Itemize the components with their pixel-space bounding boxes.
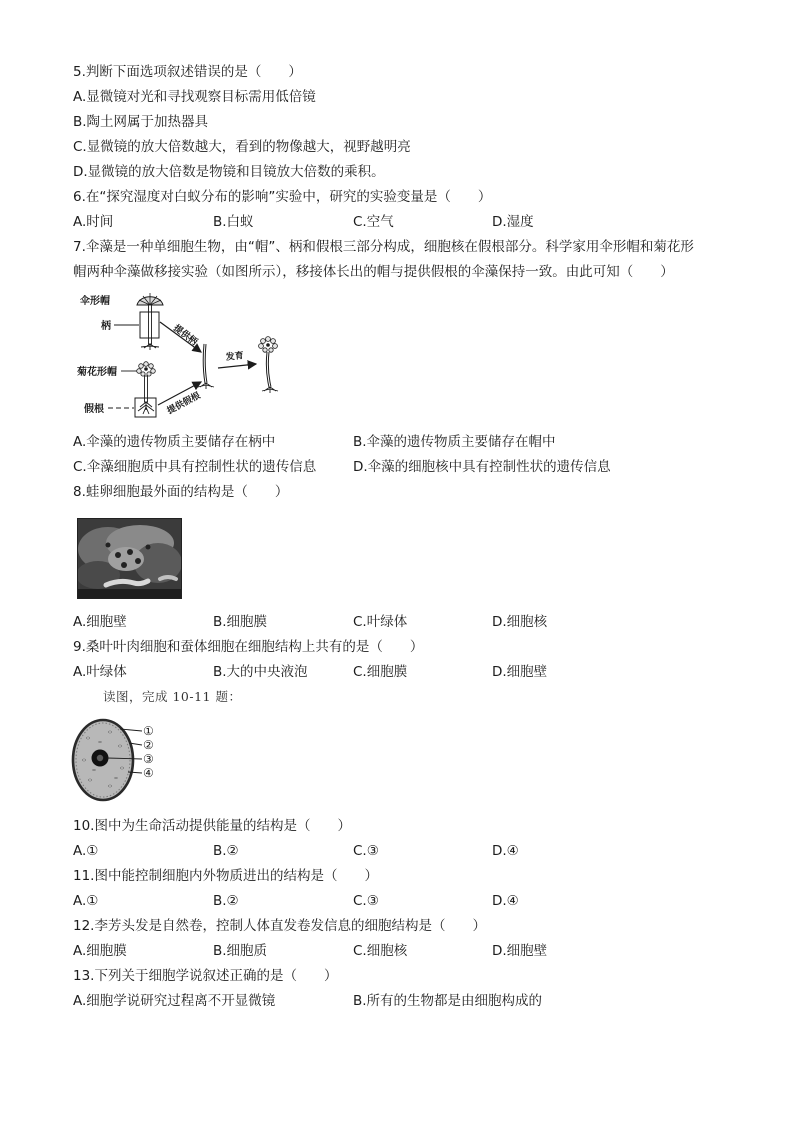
q7-option-a: A.伞藻的遗传物质主要储存在柄中 [73, 434, 276, 450]
q9-option-c: C.细胞膜 [353, 664, 408, 680]
q12-option-d: D.细胞壁 [492, 943, 548, 959]
q13-option-a: A.细胞学说研究过程离不开显微镜 [73, 993, 276, 1009]
q7-option-d: D.伞藻的细胞核中具有控制性状的遗传信息 [353, 459, 611, 475]
label-stalk: 柄 [101, 321, 111, 332]
label-provide-stalk: 提供柄 [171, 323, 199, 348]
q9-stem: 9.桑叶叶肉细胞和蚕体细胞在细胞结构上共有的是（ ） [73, 639, 424, 655]
q6-option-c: C.空气 [353, 214, 394, 230]
q7-option-b: B.伞藻的遗传物质主要储存在帽中 [353, 434, 556, 450]
q13-option-b: B.所有的生物都是由细胞构成的 [353, 993, 543, 1009]
q9-option-d: D.细胞壁 [492, 664, 548, 680]
q11-option-d: D.④ [492, 893, 519, 909]
q10-option-a: A.① [73, 843, 99, 859]
q8-option-a: A.细胞壁 [73, 614, 127, 630]
q8-option-d: D.细胞核 [492, 614, 548, 630]
label-rhizoid: 假根 [84, 404, 104, 415]
develop-arrow [218, 364, 256, 368]
q10-option-d: D.④ [492, 843, 519, 859]
q11-option-c: C.③ [353, 893, 379, 909]
q8-stem: 8.蛙卵细胞最外面的结构是（ ） [73, 484, 289, 500]
label-chrysanthemum-cap: 菊花形帽 [77, 367, 117, 378]
q6-option-a: A.时间 [73, 214, 114, 230]
frog-egg-photo [77, 518, 182, 599]
animal-cell-diagram [70, 716, 170, 806]
q10-option-c: C.③ [353, 843, 379, 859]
q7-stem-line-1: 7.伞藻是一种单细胞生物，由“帽”、柄和假根三部分构成，细胞核在假根部分。科学家用伞形帽和菊花形 [73, 239, 694, 255]
label-provide-rhizoid: 提供假根 [165, 390, 203, 417]
q7-stem-line-2: 帽两种伞藻做移接实验（如图所示），移接体长出的帽与提供假根的伞藻保持一致。由此可知（ ） [73, 264, 674, 280]
q6-option-b: B.白蚁 [213, 214, 254, 230]
q6-stem: 6.在“探究湿度对白蚁分布的影响”实验中，研究的实验变量是（ ） [73, 189, 492, 205]
q12-option-a: A.细胞膜 [73, 943, 127, 959]
frog-egg-photo-graphic [78, 519, 181, 598]
q7-option-c: C.伞藻细胞质中具有控制性状的遗传信息 [73, 459, 317, 475]
cell-label-1: ① [143, 724, 154, 738]
q5-stem: 5.判断下面选项叙述错误的是（ ） [73, 64, 302, 80]
q9-option-a: A.叶绿体 [73, 664, 127, 680]
acetabularia-grafting-diagram [73, 288, 295, 424]
label-develop: 发育 [225, 351, 245, 363]
chrysanthemum-cap-alga [135, 362, 156, 417]
q12-option-b: B.细胞质 [213, 943, 268, 959]
q11-option-a: A.① [73, 893, 99, 909]
cell-label-2: ② [143, 738, 154, 752]
q5-option-d: D.显微镜的放大倍数是物镜和目镜放大倍数的乘积。 [73, 164, 385, 180]
q11-stem: 11.图中能控制细胞内外物质进出的结构是（ ） [73, 868, 378, 884]
reading-prompt: 读图，完成 10-11 题： [103, 689, 242, 704]
q12-option-c: C.细胞核 [353, 943, 408, 959]
q8-option-c: C.叶绿体 [353, 614, 408, 630]
q10-option-b: B.② [213, 843, 239, 859]
umbrella-cap-alga [137, 293, 163, 350]
label-umbrella-cap: 伞形帽 [80, 296, 110, 307]
q11-option-b: B.② [213, 893, 239, 909]
q5-option-c: C.显微镜的放大倍数越大，看到的物像越大，视野越明亮 [73, 139, 411, 155]
cell-label-3: ③ [143, 752, 154, 766]
q8-option-b: B.细胞膜 [213, 614, 268, 630]
q13-stem: 13.下列关于细胞学说叙述正确的是（ ） [73, 968, 338, 984]
q5-option-a: A.显微镜对光和寻找观察目标需用低倍镜 [73, 89, 316, 105]
q6-option-d: D.湿度 [492, 214, 534, 230]
q9-option-b: B.大的中央液泡 [213, 664, 308, 680]
resulting-alga [259, 337, 278, 393]
q5-option-b: B.陶土网属于加热器具 [73, 114, 209, 130]
cell-label-4: ④ [143, 766, 154, 780]
q10-stem: 10.图中为生命活动提供能量的结构是（ ） [73, 818, 351, 834]
q12-stem: 12.李芳头发是自然卷，控制人体直发卷发信息的细胞结构是（ ） [73, 918, 486, 934]
